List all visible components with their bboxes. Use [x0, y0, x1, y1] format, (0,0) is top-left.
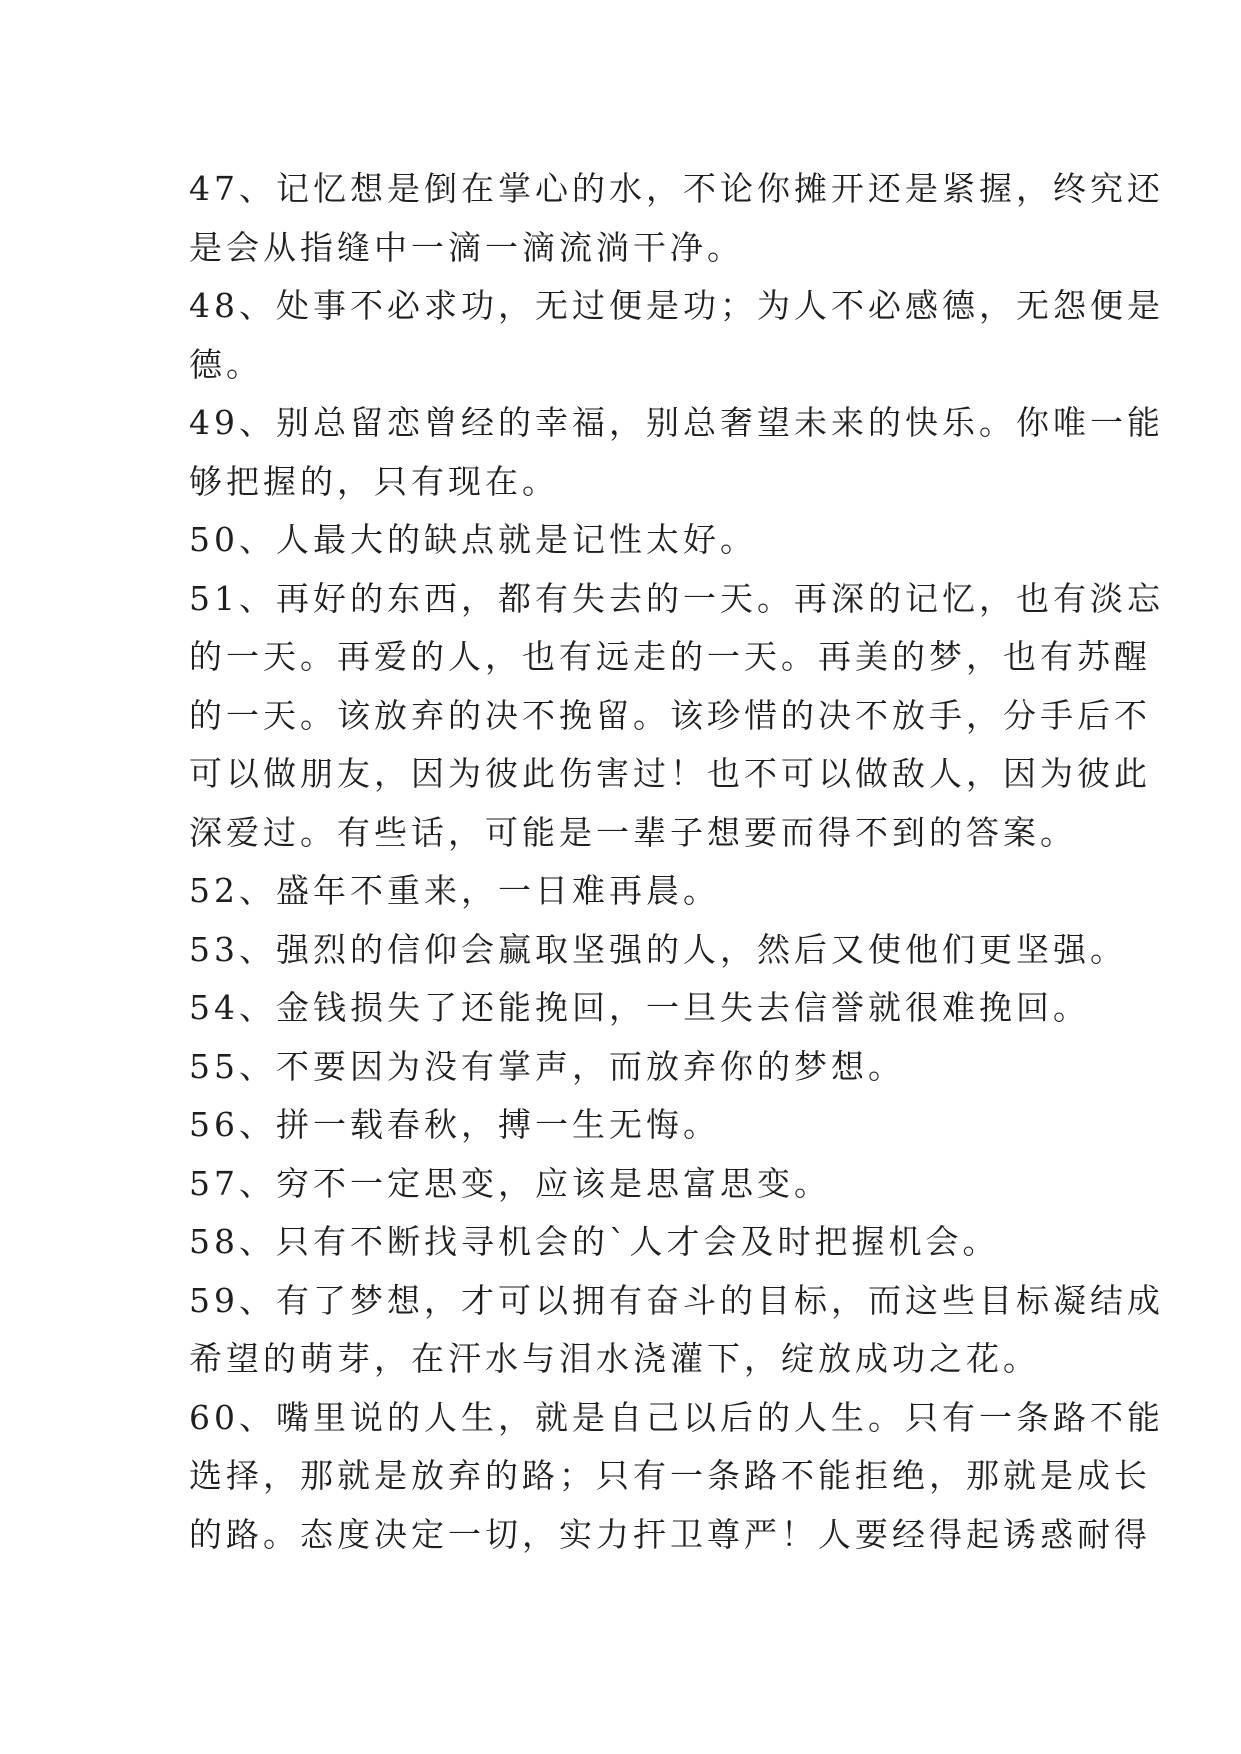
- text-line: 可以做朋友，因为彼此伤害过！也不可以做敌人，因为彼此: [189, 754, 1151, 793]
- text-line: 51、再好的东西，都有失去的一天。再深的记忆，也有淡忘: [189, 578, 1164, 618]
- text-line: 49、别总留恋曾经的幸福，别总奢望未来的快乐。你唯一能: [189, 403, 1164, 442]
- text-line: 50、人最大的缺点就是记性太好。: [189, 520, 757, 559]
- text-line: 的一天。该放弃的决不挽留。该珍惜的决不放手，分手后不: [189, 695, 1151, 735]
- text-line: 59、有了梦想，才可以拥有奋斗的目标，而这些目标凝结成: [189, 1280, 1164, 1320]
- text-line: 47、记忆想是倒在掌心的水，不论你摊开还是紧握，终究还: [189, 169, 1164, 208]
- text-line: 52、盛年不重来，一日难再晨。: [189, 871, 720, 910]
- text-line: 60、嘴里说的人生，就是自己以后的人生。只有一条路不能: [189, 1397, 1164, 1437]
- text-line: 选择，那就是放弃的路；只有一条路不能拒绝，那就是成长: [189, 1456, 1151, 1495]
- text-line: 希望的萌芽，在汗水与泪水浇灌下，绽放成功之花。: [189, 1339, 1040, 1378]
- body-text: [189, 160, 1164, 1564]
- text-line: 是会从指缝中一滴一滴流淌干净。: [189, 227, 744, 267]
- text-line: 54、金钱损失了还能挽回，一旦失去信誉就很难挽回。: [189, 988, 1090, 1027]
- text-line: 48、处事不必求功，无过便是功；为人不必感德，无怨便是: [189, 286, 1164, 325]
- text-line: 德。: [189, 344, 263, 384]
- text-line: 的一天。再爱的人，也有远走的一天。再美的梦，也有苏醒: [189, 637, 1151, 676]
- text-line: 56、拼一载春秋，搏一生无悔。: [189, 1105, 720, 1144]
- text-line: 够把握的，只有现在。: [189, 461, 559, 501]
- text-line: 58、只有不断找寻机会的`人才会及时把握机会。: [189, 1222, 1000, 1261]
- text-line: 53、强烈的信仰会赢取坚强的人，然后又使他们更坚强。: [189, 929, 1127, 969]
- text-line: 57、穷不一定思变，应该是思富思变。: [189, 1163, 831, 1203]
- text-line: 55、不要因为没有掌声，而放弃你的梦想。: [189, 1046, 905, 1086]
- text-line: 的路。态度决定一切，实力扞卫尊严！人要经得起诱惑耐得: [189, 1514, 1151, 1554]
- text-line: 深爱过。有些话，可能是一辈子想要而得不到的答案。: [189, 812, 1077, 852]
